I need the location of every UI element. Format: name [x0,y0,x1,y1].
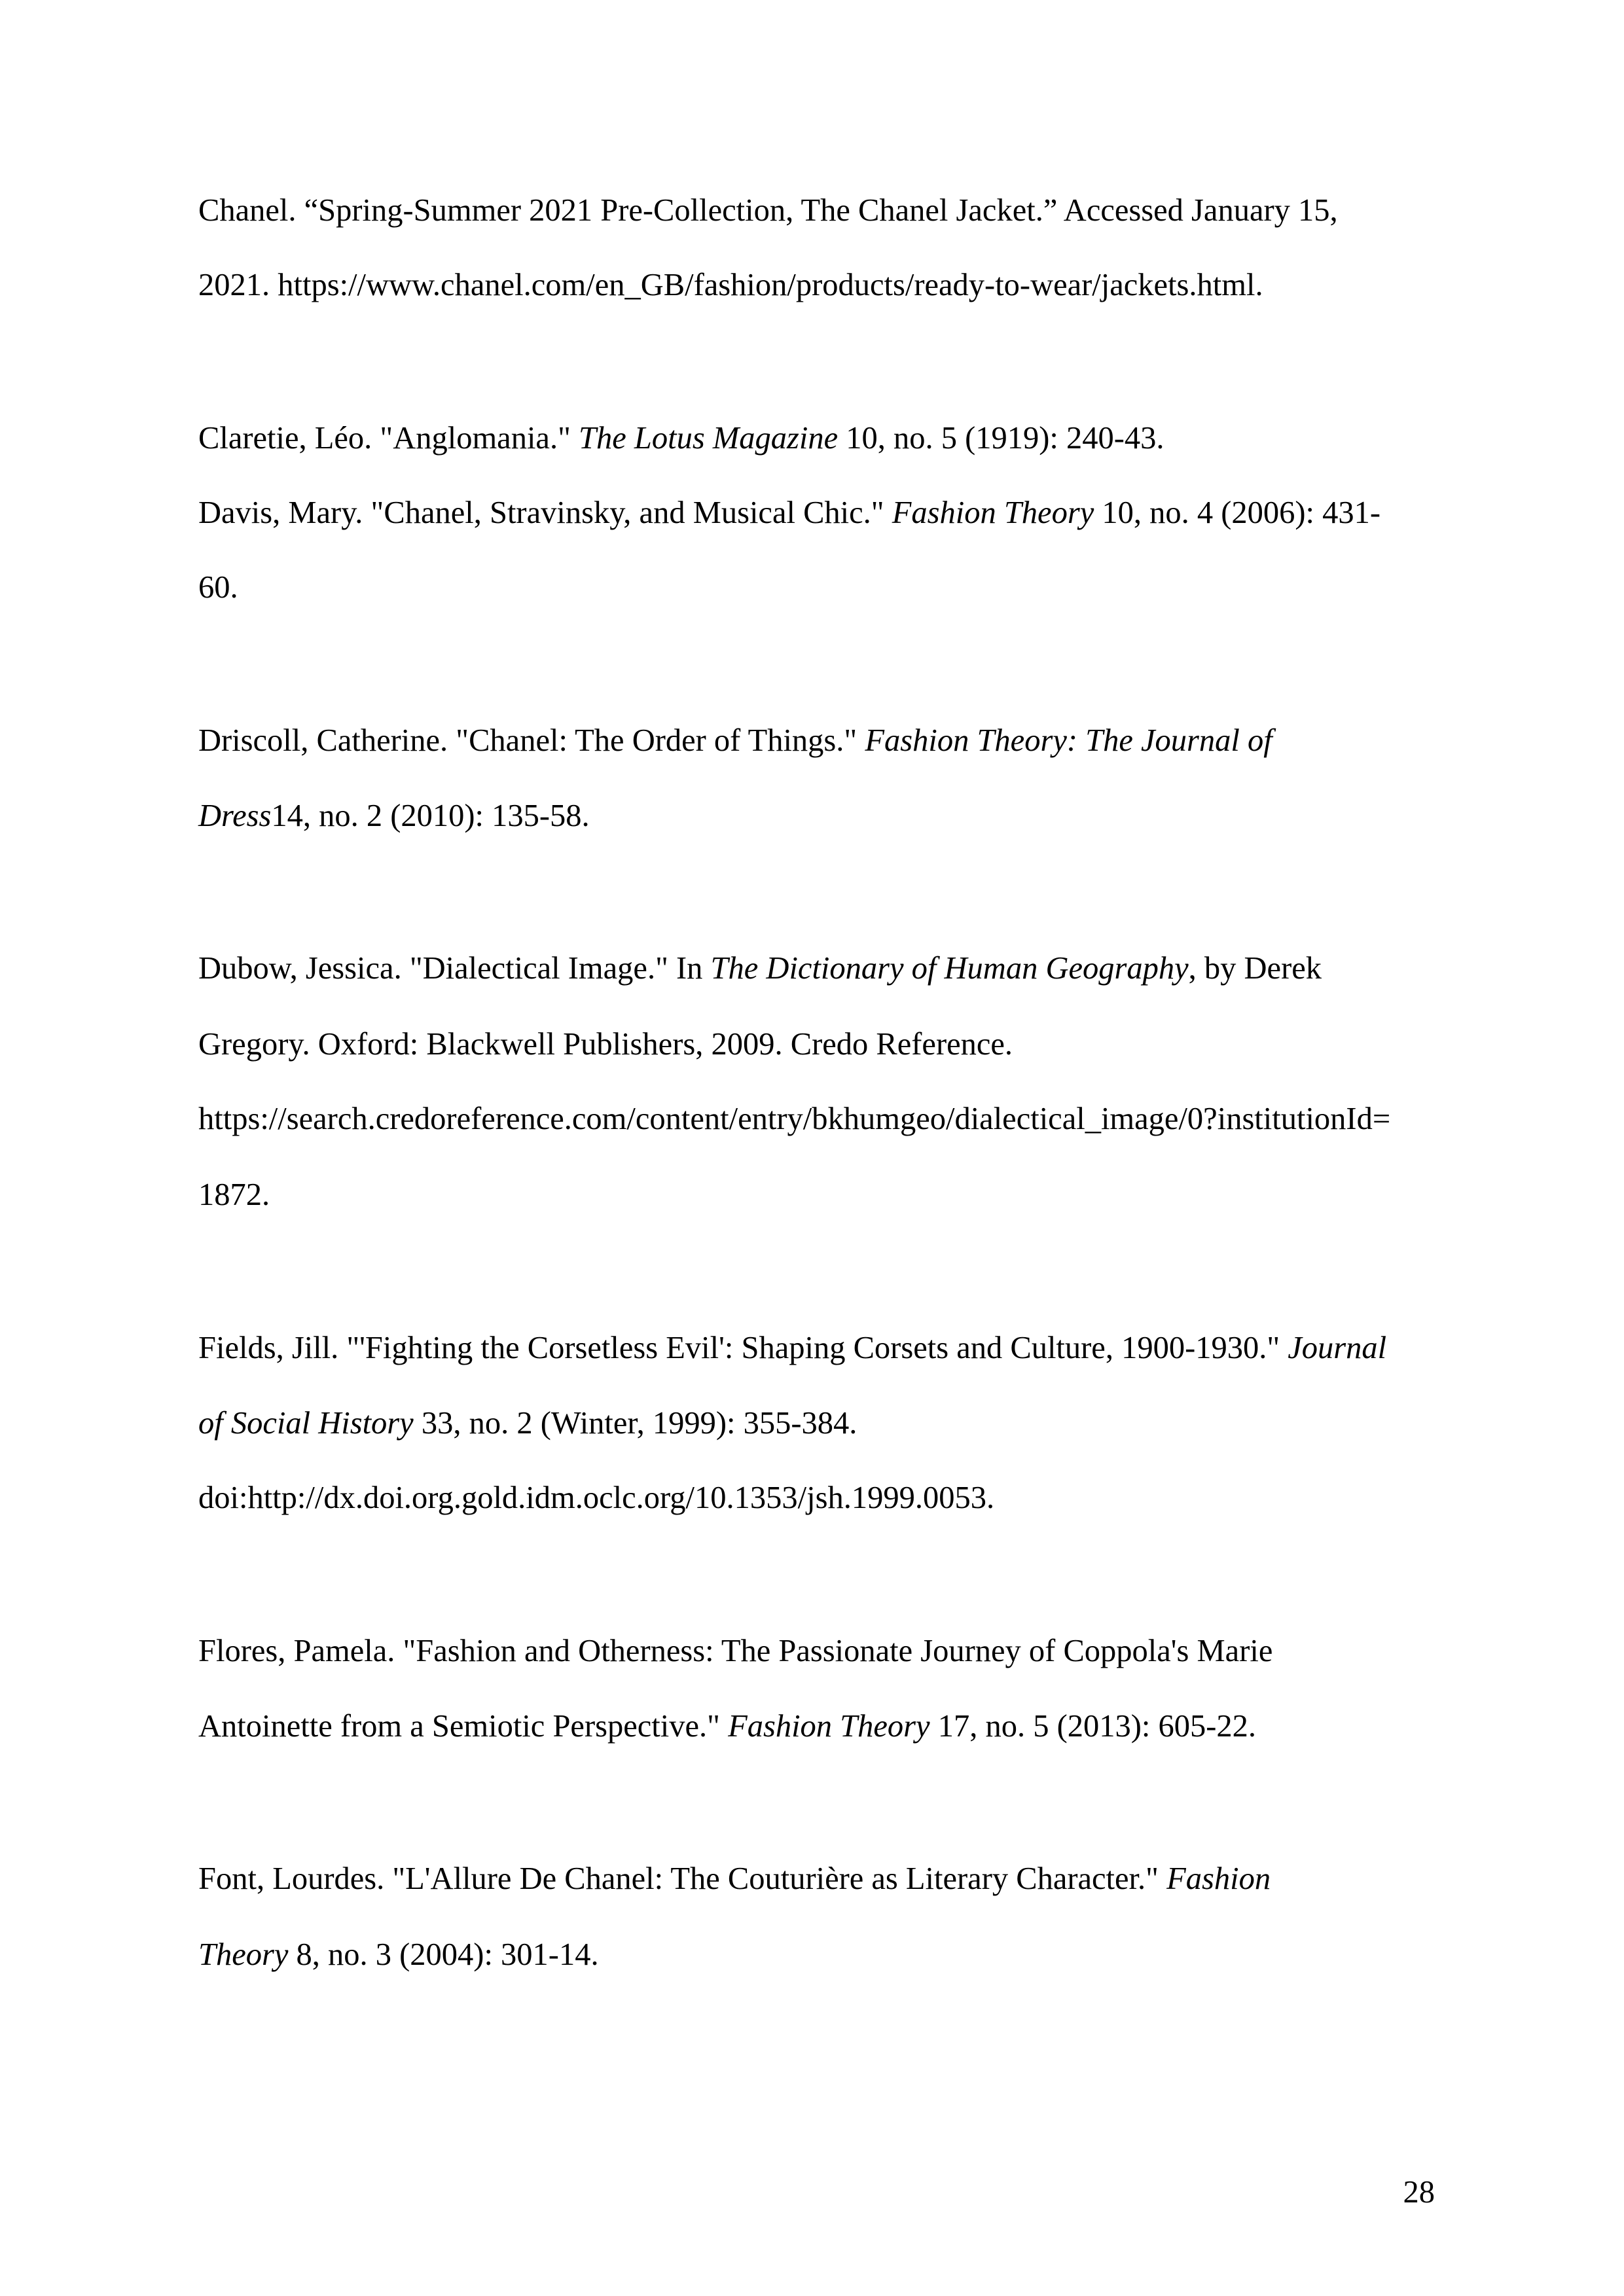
text-segment: Claretie, Léo. "Anglomania." [198,421,579,456]
text-segment: , by Derek [1188,951,1322,986]
url-text: doi:http://dx.doi.org.gold.idm.oclc.org/10.1353/jsh.1999.0053. [198,1480,995,1515]
text-segment: Driscoll, Catherine. "Chanel: The Order of Things." [198,723,865,758]
bibliography-line [198,1329,1386,1368]
bibliography-line [198,568,238,607]
publication-title: The Lotus Magazine [579,421,839,456]
text-segment: 1872. [198,1177,270,1212]
text-segment: Antoinette from a Semiotic Perspective." [198,1709,729,1744]
bibliography-line [198,1025,1013,1064]
bibliography-line [198,419,1164,458]
text-segment: Fields, Jill. "'Fighting the Corsetless Evil': Shaping Corsets and Culture, 1900-1930." [198,1331,1288,1365]
text-segment: 2021. https://www.chanel.com/en_GB/fashion/products/ready-to-wear/jackets.html. [198,268,1263,302]
url-text: https://search.credoreference.com/content/entry/bkhumgeo/dialectical_image/0?institutionId= [198,1102,1391,1136]
page-number: 28 [1403,2175,1435,2210]
bibliography-line [198,191,1338,230]
publication-title: Fashion Theory: The Journal of [865,723,1272,758]
text-segment: Dubow, Jessica. "Dialectical Image." In [198,951,711,986]
bibliography-line [198,1859,1271,1899]
publication-title: Dress [198,798,272,833]
text-segment: Chanel. “Spring-Summer 2021 Pre-Collection, The Chanel Jacket.” Accessed January 15, [198,193,1338,228]
bibliography-line [198,1100,1390,1139]
text-segment: 14, no. 2 (2010): 135-58. [271,798,590,833]
publication-title: of Social History [198,1406,414,1441]
bibliography-line [198,949,1322,988]
text-segment: Flores, Pamela. "Fashion and Otherness: The Passionate Journey of Coppola's Marie [198,1634,1273,1668]
bibliography-line [198,721,1272,761]
publication-title: Fashion Theory [892,495,1094,530]
publication-title: Theory [198,1937,289,1972]
text-segment: 33, no. 2 (Winter, 1999): 355-384. [413,1406,857,1441]
publication-title: Fashion [1166,1861,1271,1896]
bibliography-line [198,1707,1256,1746]
text-segment: 10, no. 4 (2006): 431- [1094,495,1381,530]
text-segment: Davis, Mary. "Chanel, Stravinsky, and Musical Chic." [198,495,892,530]
bibliography-line [198,493,1380,533]
bibliography-line [198,1404,857,1443]
bibliography-line [198,1479,994,1518]
publication-title: Fashion Theory [728,1709,930,1744]
publication-title: Journal [1288,1331,1387,1365]
bibliography-line [198,1935,599,1975]
text-segment: 17, no. 5 (2013): 605-22. [929,1709,1257,1744]
text-segment: Gregory. Oxford: Blackwell Publishers, 2009. Credo Reference. [198,1027,1013,1062]
text-segment: 8, no. 3 (2004): 301-14. [288,1937,599,1972]
publication-title: The Dictionary of Human Geography [710,951,1189,986]
text-segment: 10, no. 5 (1919): 240-43. [838,421,1164,456]
text-segment: 60. [198,570,238,605]
bibliography-line [198,266,1263,305]
bibliography-line [198,1175,270,1215]
bibliography-line [198,1632,1272,1671]
bibliography-line [198,797,590,836]
text-segment: Font, Lourdes. "L'Allure De Chanel: The Couturière as Literary Character." [198,1861,1167,1896]
